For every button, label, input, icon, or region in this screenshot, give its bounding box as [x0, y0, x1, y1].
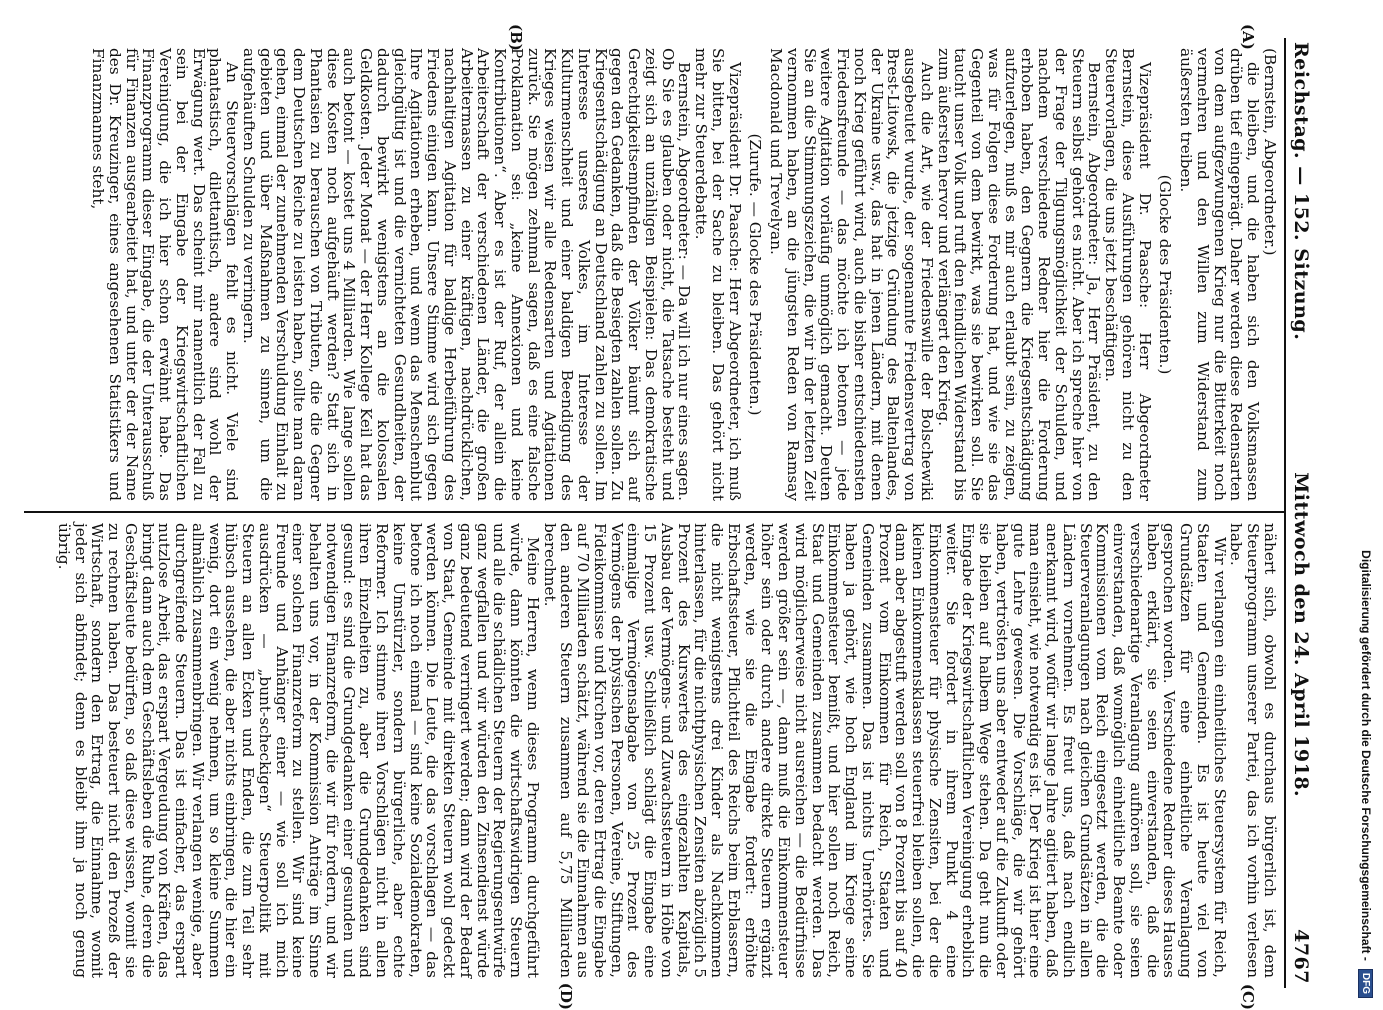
paragraph: Auch die Art, wie der Friedenswille der Bolschewiki ausgebeutet wurde, der sogenannte Friedensvertrag von Brest-Litowsk, die jetzige Gründung des Baltenlandes, der Ukraine usw., das hat in jenen Ländern, mit denen noch Krieg geführt wird, auch die bisher entschiedensten Friedensfreunde — das möchte ich betonen — jede weitere Agitation vorläufig unmöglich gemacht. Deuten Sie an die Stimmungszeichen, die wir in der letzten Zeit vernommen haben, an die jüngsten Reden von Ramsay Macdonald und Trevelyan. [767, 48, 936, 501]
paragraph: Wir verlangen ein einheitliches Steuersystem für Reich, Staaten und Gemeinden. Es ist heute viel von Grundsätzen für eine einheitliche Veranlagung gesprochen worden. Verschiedene Redner dieses Hauses haben erklärt, sie seien einverstanden, daß die verschiedenartige Veranlagung aufhören soll, sie seien einverstanden, daß womöglich einheitliche Beamte oder Kommissionen vom Reich eingesetzt werden, die die Steuerveranlagungen nach gleichen Grundsätzen in allen Ländern vornehmen. Es freut uns, daß nach endlich anerkannt wird, wofür wir lange Jahre agitiert haben, daß man einsieht, wie notwendig es ist. Der Krieg ist hier eine gute Lehre gewesen. Die Vorschläge, die wir gehört haben, vertrösten uns aber entweder auf die Zukunft oder sie bleiben auf halbem Wege stehen. Da geht nun die Eingabe der Kriegswirtschaftlichen Vereinigung erheblich weiter. Sie fordert in ihrem Punkt 4 eine Einkommensteuer für physische Zensiten, bei der die kleinen Einkommensklassen steuerfrei bleiben sollen, die dann aber abgestuft werden soll von 8 Prozent bis auf 40 Prozent vom Einkommen für Reich, Staaten und Gemeinden zusammen. Das ist nichts Unerhörtes. Sie haben ja gehört, wie hoch England im Kriege seine Einkommensteuer bemißt, und hier sollen noch Reich, Staat und Gemeinden zusammen bedacht werden. Das wird möglicherweise nicht ausreichen — die Bedürfnisse werden größer sein —, dann muß die Einkommensteuer höher sein oder durch andere direkte Steuern ergänzt werden, wie sie die Eingabe fordert: erhöhte Erbschaftssteuer, Pflichtteil des Reichs beim Erblassern, die nicht wenigstens drei Kinder als Nachkommen hinterlassen, für die nichtphysischen Zensiten abzüglich 5 Prozent des Kurswertes des eingezahlten Kapitals, Ausbau der Vermögens- und Zuwachssteuern in Höhe von 15 Prozent usw. Schließlich schlägt die Eingabe eine einmalige Vermögensabgabe von 25 Prozent des Vermögens der physischen Personen, Vereine, Stiftungen, Fideikommisse und Kirchen vor, deren Ertrag die Eingabe auf 70 Milliarden schätzt, während sie die Einnahmen aus den anderen Steuern zusammen auf 5,75 Milliarden berechnet. [540, 523, 1229, 978]
paragraph: nähert sich, obwohl es durchaus bürgerlich ist, dem Steuerprogramm unserer Partei, das ich vorhin verlesen habe. [1227, 523, 1279, 978]
digitization-watermark [1355, 8, 1377, 998]
paragraph: Bernstein, Abgeordneter: Ja, Herr Präsident, zu den Steuern selbst gehört es nicht. Aber ich spreche hier von der Frage der Tilgungsmöglichkeit der Schulden, und nachdem verschiedene Redner hier die Forderung erhoben haben, den Gegnern die Kriegsentschädigung aufzuerlegen, muß es mir auch erlaubt sein, zu zeigen, was für Folgen diese Forderung hat, und wie sie das Gegenteil von dem bewirkt, was sie bewirken soll. Sie taucht unser Volk und ruft den feindlichen Widerstand bis zum äußersten hervor und verlängert den Krieg. [934, 48, 1104, 501]
paragraph: Bernstein, Abgeordneter: — Da will ich nur eines sagen. Ob Sie es glauben oder nicht, die Tatsache besteht und zeigt sich an unzähligen Beispielen: Das demokratische Gerechtigkeitsempfinden der Völker bäumt sich auf gegen den Gedanken, daß die Besiegten zahlen sollen. Zu Kriegsentschädigung an Deutschland zahlen zu sollen. Im Interesse unseres Volkes, im Interesse der Kulturmenschheit und einer baldigen Beendigung des Krieges weisen wir alle Redensarten und Agitationen zurück. Sie mögen zehnmal sagen, daß es eine falsche Proklamation sei: „keine Annexionen und keine Kontributionen“. Aber es ist der Ruf, der allein die Arbeiterschaft der verschiedenen Länder, die großen Arbeitermassen zu einer kräftigen, nachdrücklichen, nachhaltigen Agitation für baldige Herbeiführung des Friedens einigen kann. Unsere Stimme wird sich gegen Ihre Agitationen erheben, und wenn das Menschenblut gleichgültig ist und die vernichteten Gesundheiten, der dadurch bewirkt wenigstens an die kolossalen Geldkosten. Jeder Monat — der Herr Kollege Keil hat das auch betont — kostet uns 4 Milliarden. Wie lange sollen diese Kosten noch aufgehäuft werden? Statt sich in Phantasien zu berauschen von Tributen, die die Gegner dem Deutschen Reiche zu leisten haben, sollte man daran gehen, einmal der zunehmenden Verschuldung Einhalt zu gebieten und über Maßnahmen zu sinnen, um die aufgehäuften Schulden zu verringern. [240, 48, 694, 501]
watermark-text: Digitalisierung gefördert durch die Deutsche Forschungsgemeinschaft - [1359, 550, 1373, 961]
paragraph: die bleiben, und die haben sich den Volksmassen drüben tief eingeprägt. Daher werden diese Redensarten von dem aufgezwungenen Krieg nur die Bitterkeit noch vermehren und den Willen zum Widerstand zum äußersten treiben. [1177, 48, 1263, 501]
margin-marker-b: (B) [507, 24, 525, 51]
paragraph: An Steuervorschlägen fehlt es nicht. Viele sind phantastisch, dilettantisch, andere sind wohl der Erwägung wert. Das scheint mir namentlich der Fall zu sein bei der Eingabe der Kriegswirtschaftlichen Vereinigung, die ich hier schon erwähnt habe. Das Finanzprogramm dieser Eingabe, die der Unterausschuß für Finanzen ausgearbeitet hat, und unter der der Name des Dr. Kreuzinger, eines angesehenen Statistikers und Finanzmannes steht, [89, 48, 242, 501]
left-column [24, 24, 1284, 513]
margin-marker-d: (D) [557, 982, 575, 1010]
paragraph: Vizepräsident Dr. Paasche: Herr Abgeordneter Bernstein, diese Ausführungen gehören nicht zu den Steuervorlagen, die uns jetzt beschäftigen. [1102, 48, 1154, 501]
document-page [0, 24, 1318, 1010]
dfg-logo: DFG [1359, 969, 1374, 998]
stage-direction: (Zurufe. — Glocke des Präsidenten.) [746, 133, 765, 416]
right-column [24, 513, 1284, 1010]
paragraph: Meine Herren, wenn dieses Programm durchgeführt würde, dann könnten die wirtschaftswidrigen Steuern und alle die schädlichen Steuern der Regierungsentwürfe ganz wegfallen und wir würden den Zinsendienst würde ganz bedeutend verringert werden; dann wird der Bedarf von Staat, Gemeinde mit direkten Steuern wohl gedeckt werden können. Die Leute, die das vorschlagen — das betone ich noch einmal — sind keine Sozialdemokraten, keine Umstürzler, sondern bürgerliche, aber echte Reformer. Ich stimme ihren Vorschlägen nicht in allen ihren Einzelheiten zu, aber die Grundgedanken sind gesund: es sind die Grundgedanken einer gesunden und notwendigen Finanzreform, die wir für fordern, und wir behalten uns vor, in der Kommission Anträge im Sinne einer solchen Finanzreform zu stellen. Wir sind keine Freunde und Anhänger einer — wie soll ich mich ausdrücken — „bunt-scheckigen“ Steuerpolitik mit Steuern an allen Ecken und Enden, die zum Teil sehr hübsch aussehen, die aber nichts einbringen, die hier ein wenig, dort ein wenig nehmen, um so kleine Summen allmählich zusammenbringen. Wir verlangen wenige, aber durchgreifende Steuern. Das ist einfacher, das erspart nutzlose Arbeit, das erspart Vergeudung von Kräften, das bringt dann auch dem Geschäftsleben die Ruhe, deren die Geschäftsleute bedürfen, so daß diese wissen, womit sie zu rechnen haben. Das besteuert nicht den Prozeß der Wirtschaft, sondern den Ertrag, die Einnahme, womit jeder sich abfindet; denn es bleibt ihm ja noch genug übrig. [55, 523, 542, 978]
margin-marker-c: (C) [1239, 983, 1257, 1010]
stage-direction: (Glocke des Präsidenten.) [1156, 174, 1175, 375]
margin-marker-a: (A) [1239, 24, 1257, 50]
page-number: 4767 [1290, 929, 1312, 984]
header-date: Mittwoch den 24. April 1918. [1290, 472, 1312, 798]
paragraph: Vizepräsident Dr. Paasche: Herr Abgeordneter, ich muß Sie bitten, bei der Sache zu bleiben. Das gehört nicht mehr zur Steuerdebatte. [692, 48, 744, 501]
speaker-line: (Bernstein, Abgeordneter.) [1261, 48, 1279, 256]
page-header [1284, 38, 1312, 988]
header-session: Reichstag. — 152. Sitzung. [1290, 42, 1312, 341]
